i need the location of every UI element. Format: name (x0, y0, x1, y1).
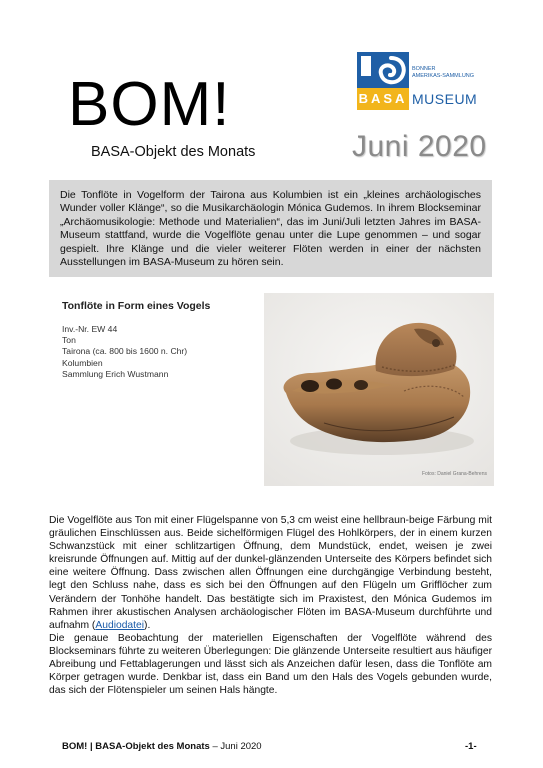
clay-bird-flute-image (264, 293, 494, 486)
audio-file-link[interactable]: Audiodatei (95, 619, 145, 631)
photo-credit: Fotos: Daniel Grana-Behrens (421, 471, 487, 477)
article-body (49, 514, 492, 697)
paragraph-1-text: Die Vogelflöte aus Ton mit einer Flügelspanne von 5,3 cm weist eine hellbraun-beige Färbung mit gräulichen Einschlüssen aus. Beide sichelförmigen Flügel des Hohlkörpers, der in einem kurzen Schwanzstück mit einer schlitzartigen Öffnung, dem Mundstück, endet, weisen je zwei kreisrunde Öffnungen auf. Mittig auf der dunkel-glänzenden Unterseite des Körpers befindet sich eine weitere Öffnung. Dass zwischen allen Öffnungen eine durchgängige Verbindung besteht, legt den Schluss nahe, dass es sich bei den Öffnungen auf den Flügeln um Grifflöcher zum Verändern der Tonhöhe handelt. Das bestätigte sich im Praxistest, den Mónica Gudemos im Rahmen ihrer akustischen Analysen archäologischer Flöten im BASA-Museum durchführte und aufnahm ( (49, 515, 492, 631)
paragraph-1 (49, 514, 492, 632)
culture-period: Tairona (ca. 800 bis 1600 n. Chr) (62, 346, 188, 357)
object-title: Tonflöte in Form eines Vogels (62, 300, 211, 312)
basa-museum-logo (357, 52, 495, 116)
bird-flute-photo (264, 293, 494, 486)
collection: Sammlung Erich Wustmann (62, 368, 169, 379)
country: Kolumbien (62, 357, 103, 368)
page-number: -1- (465, 741, 477, 752)
paragraph-1-end: ). (144, 619, 151, 631)
inventory-number: Inv.-Nr. EW 44 (62, 324, 118, 334)
footer-title: BOM! | BASA-Objekt des Monats (62, 741, 210, 752)
page-subtitle: BASA-Objekt des Monats (91, 144, 256, 160)
issue-date: Juni 2020 (352, 130, 487, 163)
page-footer (62, 741, 262, 752)
logo-amerikas-sammlung-text: AMERIKAS-SAMMLUNG (412, 73, 475, 79)
footer-date: – Juni 2020 (209, 741, 262, 752)
logo-bonner-text: BONNER (412, 66, 436, 72)
logo-basa-text: BASA (358, 91, 408, 106)
material: Ton (62, 335, 76, 346)
intro-box: Die Tonflöte in Vogelform der Tairona aus Kolumbien ist ein „kleines archäologisches Wunder voller Klänge“, so die Musikarchäologin Mónica Gudemos. In ihrem Blockseminar „Archäomusikologie: Methode und Materialien“, das im Juni/Juli letzten Jahres im BASA-Museum stattfand, wurde die Vogelflöte genau unter die Lupe genommen – und sogar gespielt. Ihre Klänge und die vieler weiterer Flöten werden in einer der nächsten Ausstellungen im BASA-Museum zu hören sein. (49, 180, 492, 277)
object-details (62, 324, 187, 380)
brand-title: BOM! (68, 70, 231, 139)
paragraph-2: Die genaue Beobachtung der materiellen Eigenschaften der Vogelflöte während des Blockseminars führte zu weiteren Überlegungen: Die glänzende Unterseite resultiert aus häufiger Abreibung und Fettablagerungen und lässt sich als Anzeichen dafür lesen, dass die Tonflöte am Körper getragen wurde. Denkbar ist, dass ein Band um den Hals des Vogels gebunden wurde, das sich der Flötenspieler um seinen Hals hängte. (49, 632, 492, 697)
logo-museum-text: MUSEUM (412, 91, 478, 107)
